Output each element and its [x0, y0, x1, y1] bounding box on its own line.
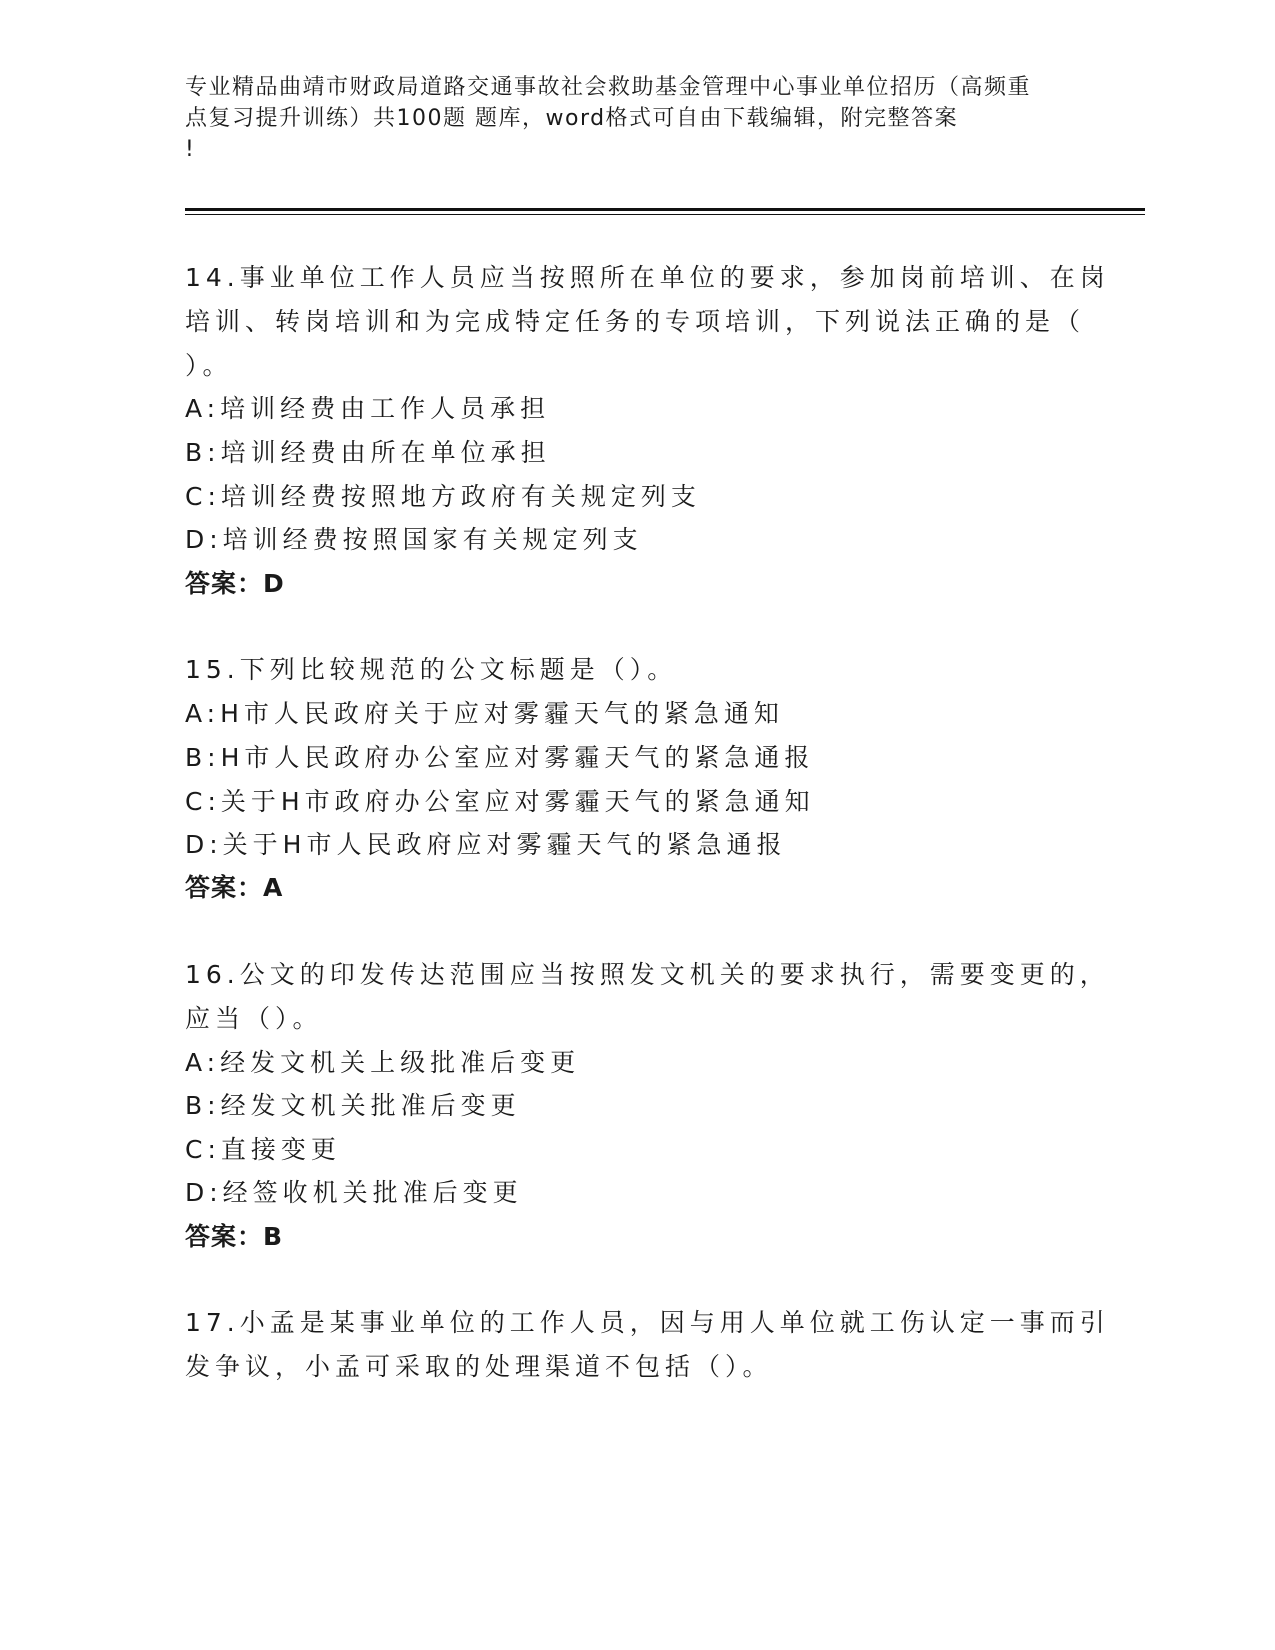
option-b: B:H市人民政府办公室应对雾霾天气的紧急通报	[185, 743, 815, 772]
question-stem-line: 应当（）。	[185, 1004, 323, 1033]
option-d: D:经签收机关批准后变更	[185, 1178, 523, 1207]
question-stem-line: 15.下列比较规范的公文标题是（）。	[185, 655, 678, 684]
option-a: A:经发文机关上级批准后变更	[185, 1048, 581, 1077]
option-c: C:直接变更	[185, 1135, 341, 1164]
question-stem-line: 17.小孟是某事业单位的工作人员，因与用人单位就工伤认定一事而引	[185, 1308, 1110, 1337]
question-stem-line: 培训、转岗培训和为完成特定任务的专项培训，下列说法正确的是（	[185, 307, 1086, 336]
option-b: B:培训经费由所在单位承担	[185, 438, 551, 467]
header-line: 专业精品曲靖市财政局道路交通事故社会救助基金管理中心事业单位招历（高频重	[185, 75, 1032, 100]
question-stem-line: 16.公文的印发传达范围应当按照发文机关的要求执行，需要变更的，	[185, 960, 1110, 989]
question-stem-line: 14.事业单位工作人员应当按照所在单位的要求，参加岗前培训、在岗	[185, 263, 1110, 292]
option-b: B:经发文机关批准后变更	[185, 1091, 521, 1120]
answer-label: 答案：B	[185, 1222, 284, 1251]
header-divider-thin	[185, 214, 1145, 215]
question-stem-line: ）。	[185, 351, 233, 380]
option-d: D:关于H市人民政府应对雾霾天气的紧急通报	[185, 830, 787, 859]
option-a: A:H市人民政府关于应对雾霾天气的紧急通知	[185, 699, 784, 728]
option-d: D:培训经费按照国家有关规定列支	[185, 525, 643, 554]
option-a: A:培训经费由工作人员承担	[185, 394, 551, 423]
header-line: 点复习提升训练）共100题 题库，word格式可自由下载编辑，附完整答案	[185, 106, 959, 131]
answer-label: 答案：A	[185, 873, 284, 902]
option-c: C:培训经费按照地方政府有关规定列支	[185, 482, 701, 511]
question-stem-line: 发争议，小孟可采取的处理渠道不包括（）。	[185, 1352, 773, 1381]
answer-label: 答案：D	[185, 569, 285, 598]
option-c: C:关于H市政府办公室应对雾霾天气的紧急通知	[185, 787, 815, 816]
header-line: !	[185, 137, 196, 162]
header-divider	[185, 208, 1145, 211]
